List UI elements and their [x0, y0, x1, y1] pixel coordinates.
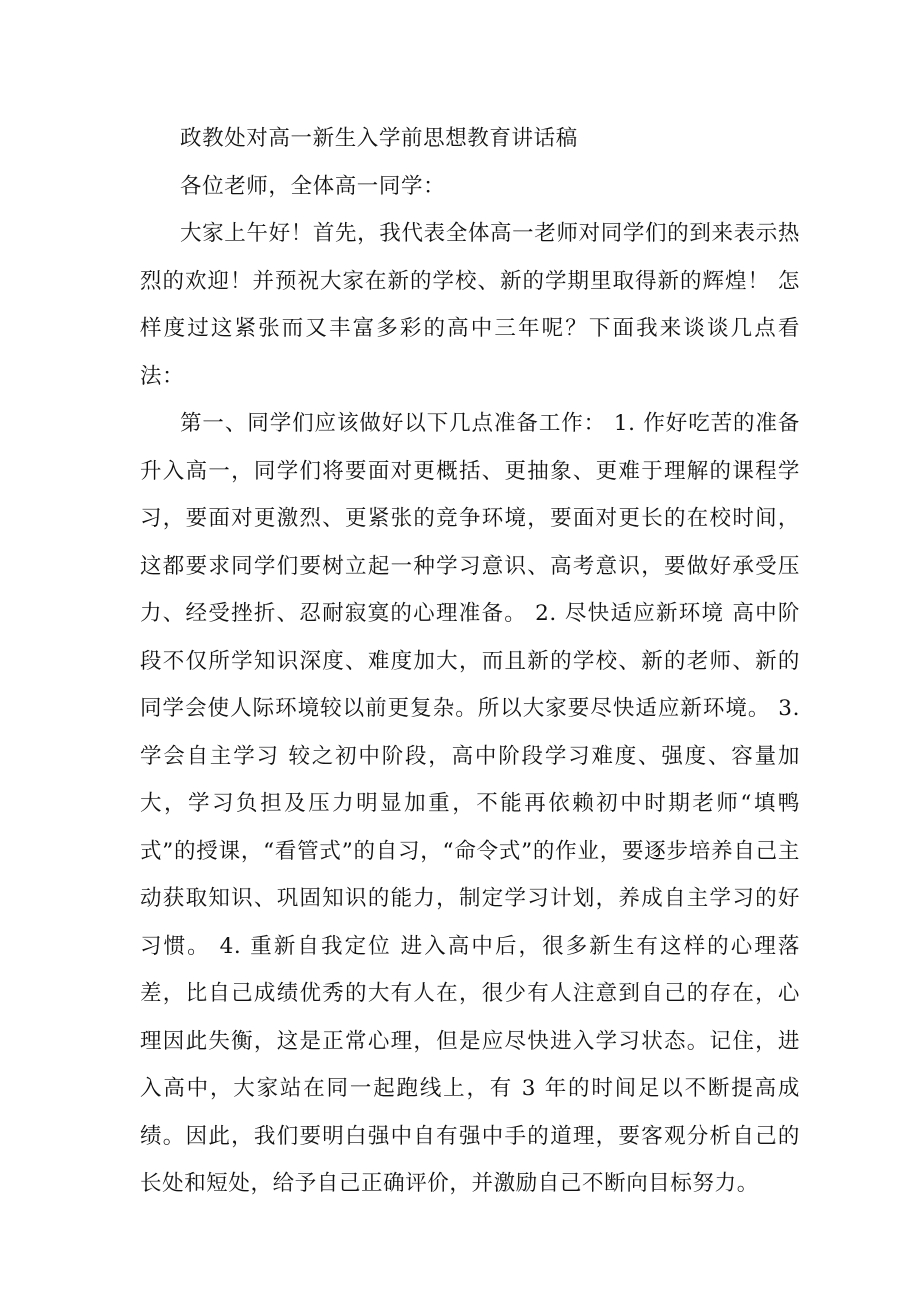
- document-page: [140, 115, 800, 1208]
- document-title: 政教处对高一新生入学前思想教育讲话稿: [180, 126, 578, 151]
- paragraph-preparation: 第一、同学们应该做好以下几点准备工作： 1. 作好吃苦的准备 升入高一，同学们将要面对更概括、更抽象、更难于理解的课程学习，要面对更激烈、更紧张的竞争环境，要面对更长的在校时间，这都要求同学们要树立起一种学习意识、高考意识，要做好承受压力、经受挫折、忍耐寂寞的心理准备。 2. 尽快适应新环境 高中阶段不仅所学知识深度、难度加大，而且新的学校、新的老师、新的同学会使人际环境较以前更复杂。所以大家要尽快适应新环境。 3. 学会自主学习 较之初中阶段，高中阶段学习难度、强度、容量加大，学习负担及压力明显加重，不能再依赖初中时期老师“填鸭式”的授课，“看管式”的自习，“命令式”的作业，要逐步培养自己主动获取知识、巩固知识的能力，制定学习计划，养成自主学习的好习惯。 4. 重新自我定位 进入高中后，很多新生有这样的心理落差，比自己成绩优秀的大有人在，很少有人注意到自己的存在，心理因此失衡，这是正常心理，但是应尽快进入学习状态。记住，进入高中，大家站在同一起跑线上，有 3 年的时间足以不断提高成绩。因此，我们要明白强中自有强中手的道理，要客观分析自己的长处和短处，给予自己正确评价，并激励自己不断向目标努力。: [140, 411, 800, 1196]
- paragraph-greeting: 大家上午好！首先，我代表全体高一老师对同学们的到来表示热烈的欢迎！并预祝大家在新的学校、新的学期里取得新的辉煌！ 怎样度过这紧张而又丰富多彩的高中三年呢？下面我来谈谈几点看法：: [140, 221, 800, 389]
- salutation: 各位老师，全体高一同学：: [180, 173, 446, 199]
